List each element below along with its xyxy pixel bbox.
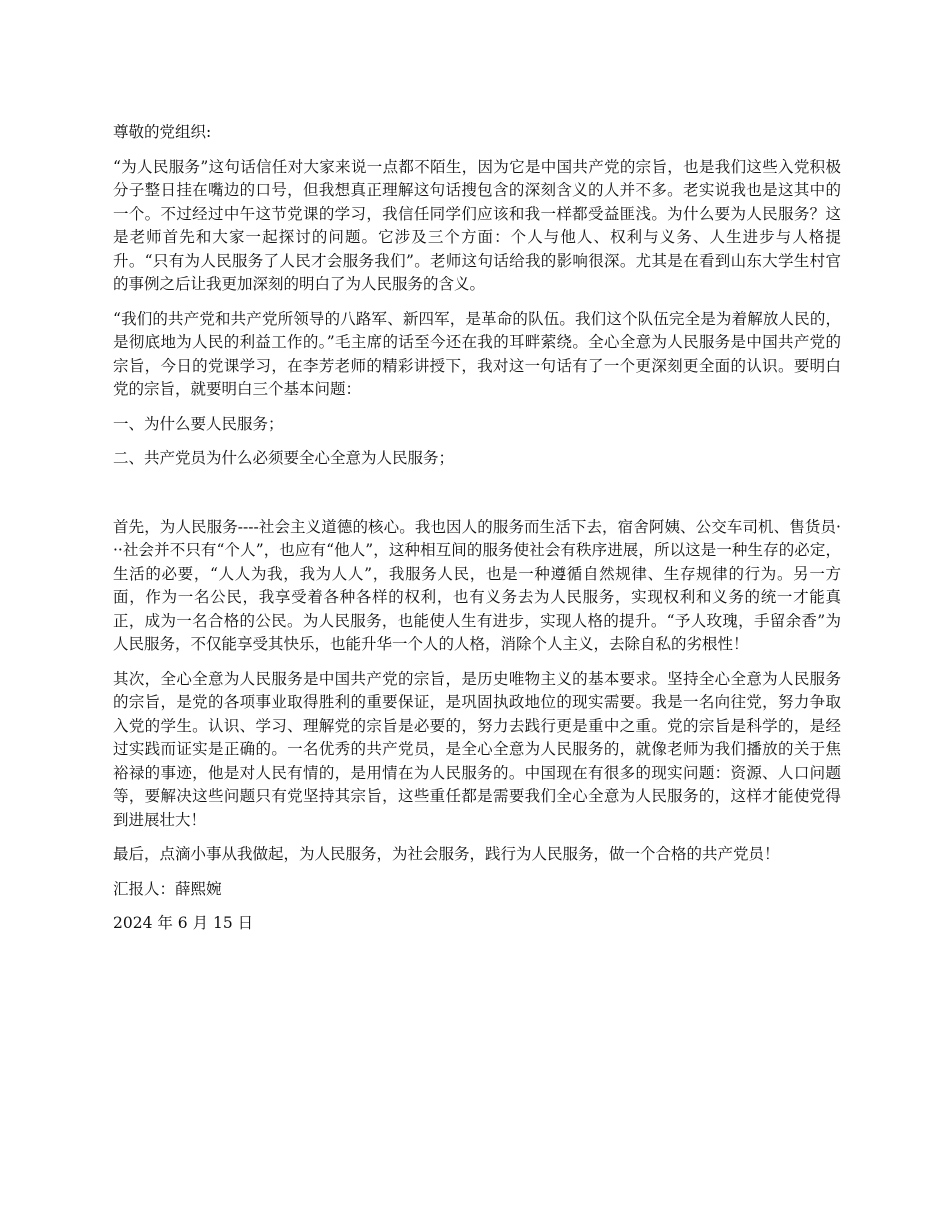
document-body (113, 121, 841, 947)
list-item-one: 一、为什么要人民服务； (113, 414, 284, 433)
paragraph-intro: “为人民服务”这句话信任对大家来说一点都不陌生，因为它是中国共产党的宗旨，也是我们这些入党积极分子整日挂在嘴边的口号，但我想真正理解这句话搜包含的深刻含义的人并不多。老实说我也是这其中的一个。不过经过中午这节党课的学习，我信任同学们应该和我一样都受益匪浅。为什么要为人民服务？这是老师首先和大家一起探讨的问题。它涉及三个方面：个人与他人、权利与义务、人生进步与人格提升。“只有为人民服务了人民才会服务我们”。老师这句话给我的影响很深。尤其是在看到山东大学生村官的事例之后让我更加深刻的明白了为人民服务的含义。 (113, 157, 841, 293)
list-item-two: 二、共产党员为什么必须要全心全意为人民服务； (113, 449, 455, 467)
paragraph-second: 其次，全心全意为人民服务是中国共产党的宗旨，是历史唯物主义的基本要求。坚持全心全意为人民服务的宗旨，是党的各项事业取得胜利的重要保证，是巩固执政地位的现实需要。我是一名向往党，努力争取入党的学生。认识、学习、理解党的宗旨是必要的，努力去践行更是重中之重。党的宗旨是科学的，是经过实践而证实是正确的。一名优秀的共产党员，是全心全意为人民服务的，就像老师为我们播放的关于焦裕禄的事迹，他是对人民有情的，是用情在为人民服务的。中国现在有很多的现实问题：资源、人口问题等，要解决这些问题只有党坚持其宗旨，这些重任都是需要我们全心全意为人民服务的，这样才能使党得到进展壮大！ (113, 669, 841, 829)
salutation: 尊敬的党组织: (113, 123, 212, 141)
reporter-signature: 汇报人：薛熙婉 (113, 879, 222, 898)
paragraph-first: 首先，为人民服务----社会主义道德的核心。我也因人的服务而生活下去，宿舍阿姨、公交车司机、售货员···社会并不只有“个人”，也应有“他人”，这种相互间的服务使社会有秩序进展，所以这是一种生存的必定，生活的必要，“人人为我，我为人人”，我服务人民，也是一种遵循自然规律、生存规律的行为。另一方面，作为一名公民，我享受着各种各样的权利，也有义务去为人民服务，实现权利和义务的统一才能真正，成为一名合格的公民。为人民服务，也能使人生有进步，实现人格的提升。“予人玫瑰，手留余香”为人民服务，不仅能享受其快乐，也能升华一个人的人格，消除个人主义，去除自私的劣根性！ (113, 517, 841, 653)
report-date: 2024 年 6 月 15 日 (113, 914, 254, 932)
paragraph-quote: “我们的共产党和共产党所领导的八路军、新四军，是革命的队伍。我们这个队伍完全是为着解放人民的，是彻底地为人民的利益工作的。”毛主席的话至今还在我的耳畔萦绕。全心全意为人民服务是中国共产党的宗旨，今日的党课学习，在李芳老师的精彩讲授下，我对这一句话有了一个更深刻更全面的认识。要明白党的宗旨，就要明白三个基本问题： (113, 309, 841, 398)
paragraph-last: 最后，点滴小事从我做起，为人民服务，为社会服务，践行为人民服务，做一个合格的共产党员！ (113, 845, 780, 863)
paragraph-gap (113, 482, 841, 516)
